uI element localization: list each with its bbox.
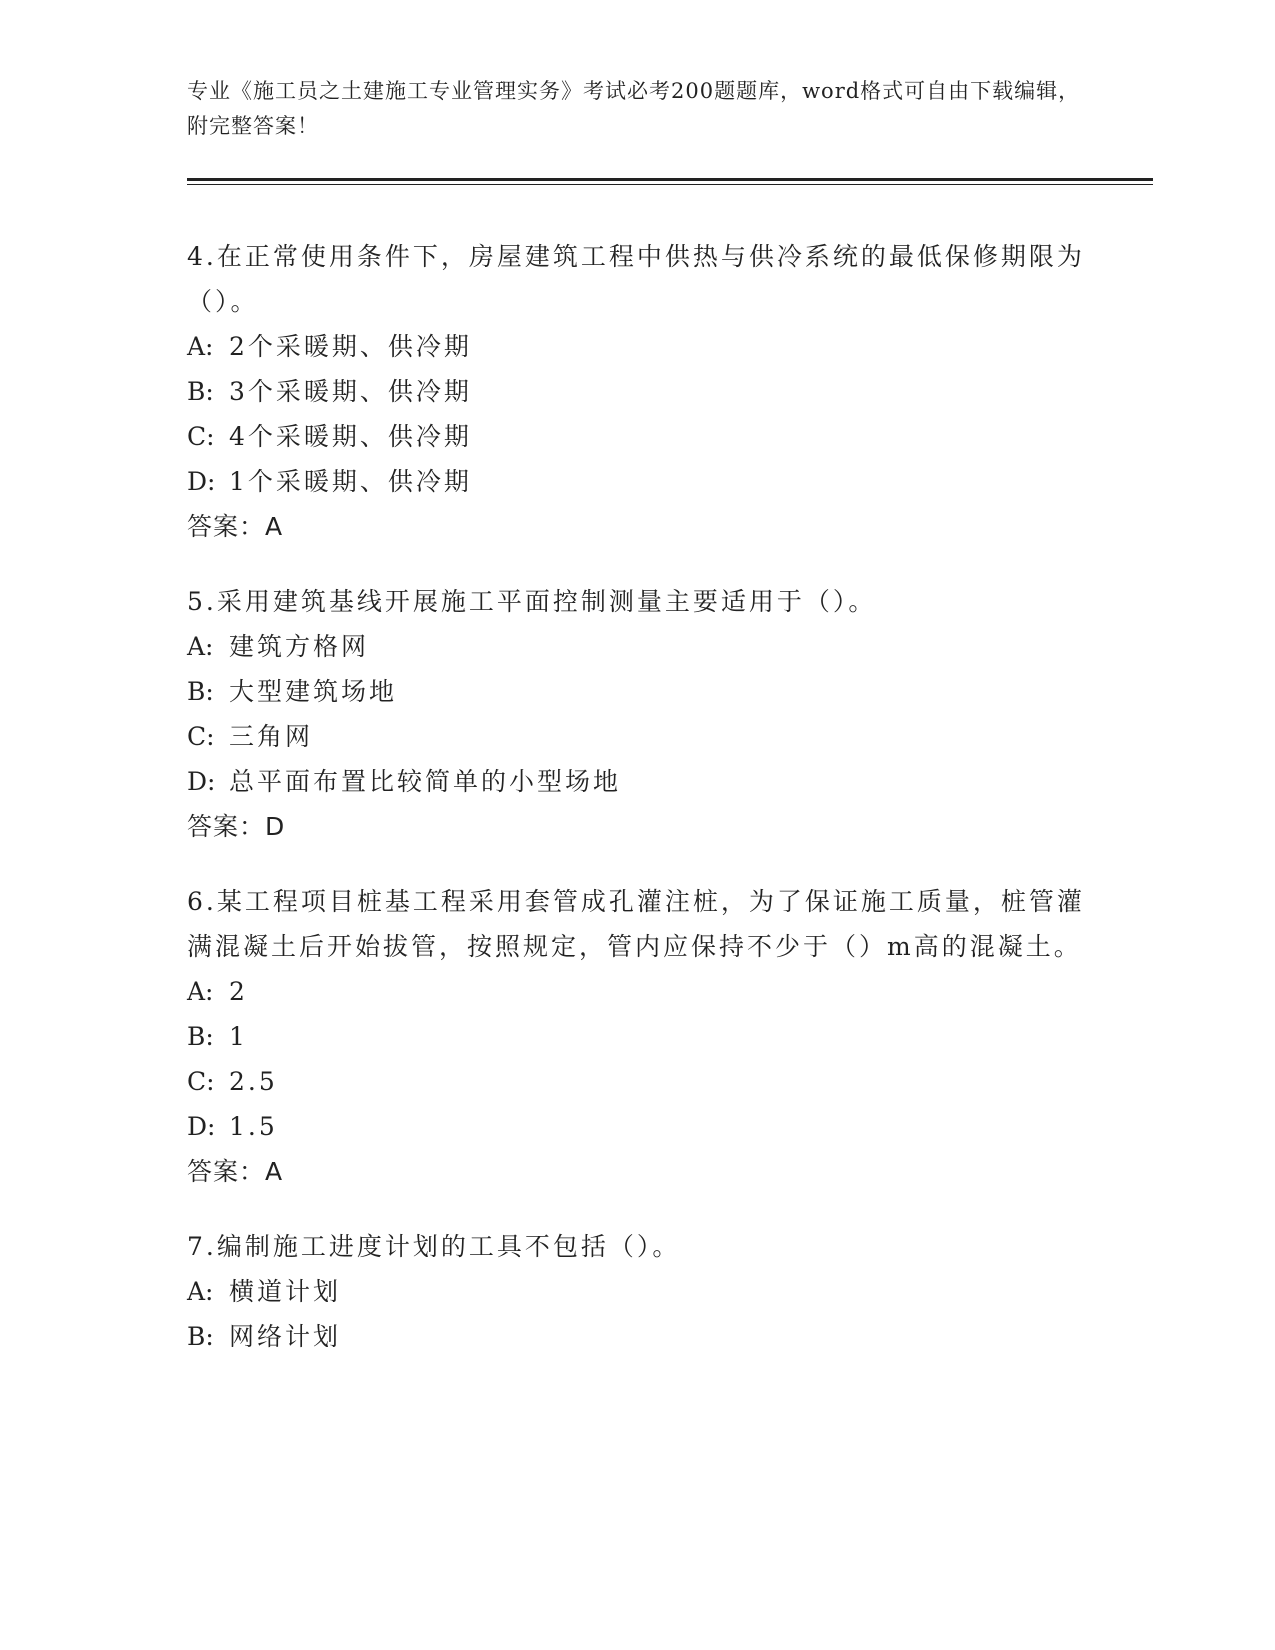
option-key: D: bbox=[187, 467, 216, 496]
header-divider-thin bbox=[187, 184, 1153, 185]
option-a bbox=[187, 1269, 1087, 1314]
answer-label: 答案：A bbox=[187, 1157, 284, 1186]
option-text: 1 bbox=[229, 1022, 248, 1051]
option-text: 横道计划 bbox=[229, 1277, 342, 1306]
question-5 bbox=[187, 579, 1087, 849]
option-key: A: bbox=[187, 332, 214, 361]
option-b bbox=[187, 1314, 1087, 1359]
option-c bbox=[187, 1059, 1087, 1104]
answer-label: 答案：D bbox=[187, 812, 286, 841]
question-text: 6.某工程项目桩基工程采用套管成孔灌注桩，为了保证施工质量，桩管灌满混凝土后开始拔管，按照规定，管内应保持不少于（）m高的混凝土。 bbox=[187, 887, 1085, 961]
option-text: 大型建筑场地 bbox=[229, 677, 398, 706]
option-b bbox=[187, 669, 1087, 714]
question-6 bbox=[187, 879, 1087, 1194]
option-key: B: bbox=[187, 377, 214, 406]
question-7 bbox=[187, 1224, 1087, 1359]
question-text: 5.采用建筑基线开展施工平面控制测量主要适用于（）。 bbox=[187, 587, 877, 616]
option-key: A: bbox=[187, 632, 214, 661]
option-a bbox=[187, 324, 1087, 369]
option-key: C: bbox=[187, 1067, 215, 1096]
option-text: 1个采暖期、供冷期 bbox=[229, 467, 472, 496]
question-list bbox=[187, 234, 1087, 1389]
option-d bbox=[187, 759, 1087, 804]
question-text: 7.编制施工进度计划的工具不包括（）。 bbox=[187, 1232, 681, 1261]
option-c bbox=[187, 714, 1087, 759]
option-d bbox=[187, 1104, 1087, 1149]
option-text: 三角网 bbox=[229, 722, 314, 751]
option-text: 2个采暖期、供冷期 bbox=[229, 332, 472, 361]
option-text: 建筑方格网 bbox=[229, 632, 370, 661]
option-key: C: bbox=[187, 722, 215, 751]
option-text: 3个采暖期、供冷期 bbox=[229, 377, 472, 406]
option-text: 1.5 bbox=[229, 1112, 278, 1141]
document-intro: 专业《施工员之土建施工专业管理实务》考试必考200题题库，word格式可自由下载编辑，附完整答案！ bbox=[187, 79, 1081, 138]
option-key: A: bbox=[187, 977, 214, 1006]
option-key: B: bbox=[187, 1022, 214, 1051]
option-b bbox=[187, 1014, 1087, 1059]
option-text: 2 bbox=[229, 977, 248, 1006]
answer-label: 答案：A bbox=[187, 512, 284, 541]
option-d bbox=[187, 459, 1087, 504]
option-key: D: bbox=[187, 767, 216, 796]
option-text: 网络计划 bbox=[229, 1322, 342, 1351]
option-key: C: bbox=[187, 422, 215, 451]
option-c bbox=[187, 414, 1087, 459]
header-divider-thick bbox=[187, 178, 1153, 181]
question-text: 4.在正常使用条件下，房屋建筑工程中供热与供冷系统的最低保修期限为（）。 bbox=[187, 242, 1085, 316]
option-key: A: bbox=[187, 1277, 214, 1306]
option-text: 2.5 bbox=[229, 1067, 278, 1096]
option-text: 总平面布置比较简单的小型场地 bbox=[229, 767, 622, 796]
option-text: 4个采暖期、供冷期 bbox=[229, 422, 472, 451]
option-key: B: bbox=[187, 1322, 214, 1351]
option-key: B: bbox=[187, 677, 214, 706]
option-key: D: bbox=[187, 1112, 216, 1141]
option-b bbox=[187, 369, 1087, 414]
option-a bbox=[187, 969, 1087, 1014]
option-a bbox=[187, 624, 1087, 669]
question-4 bbox=[187, 234, 1087, 549]
